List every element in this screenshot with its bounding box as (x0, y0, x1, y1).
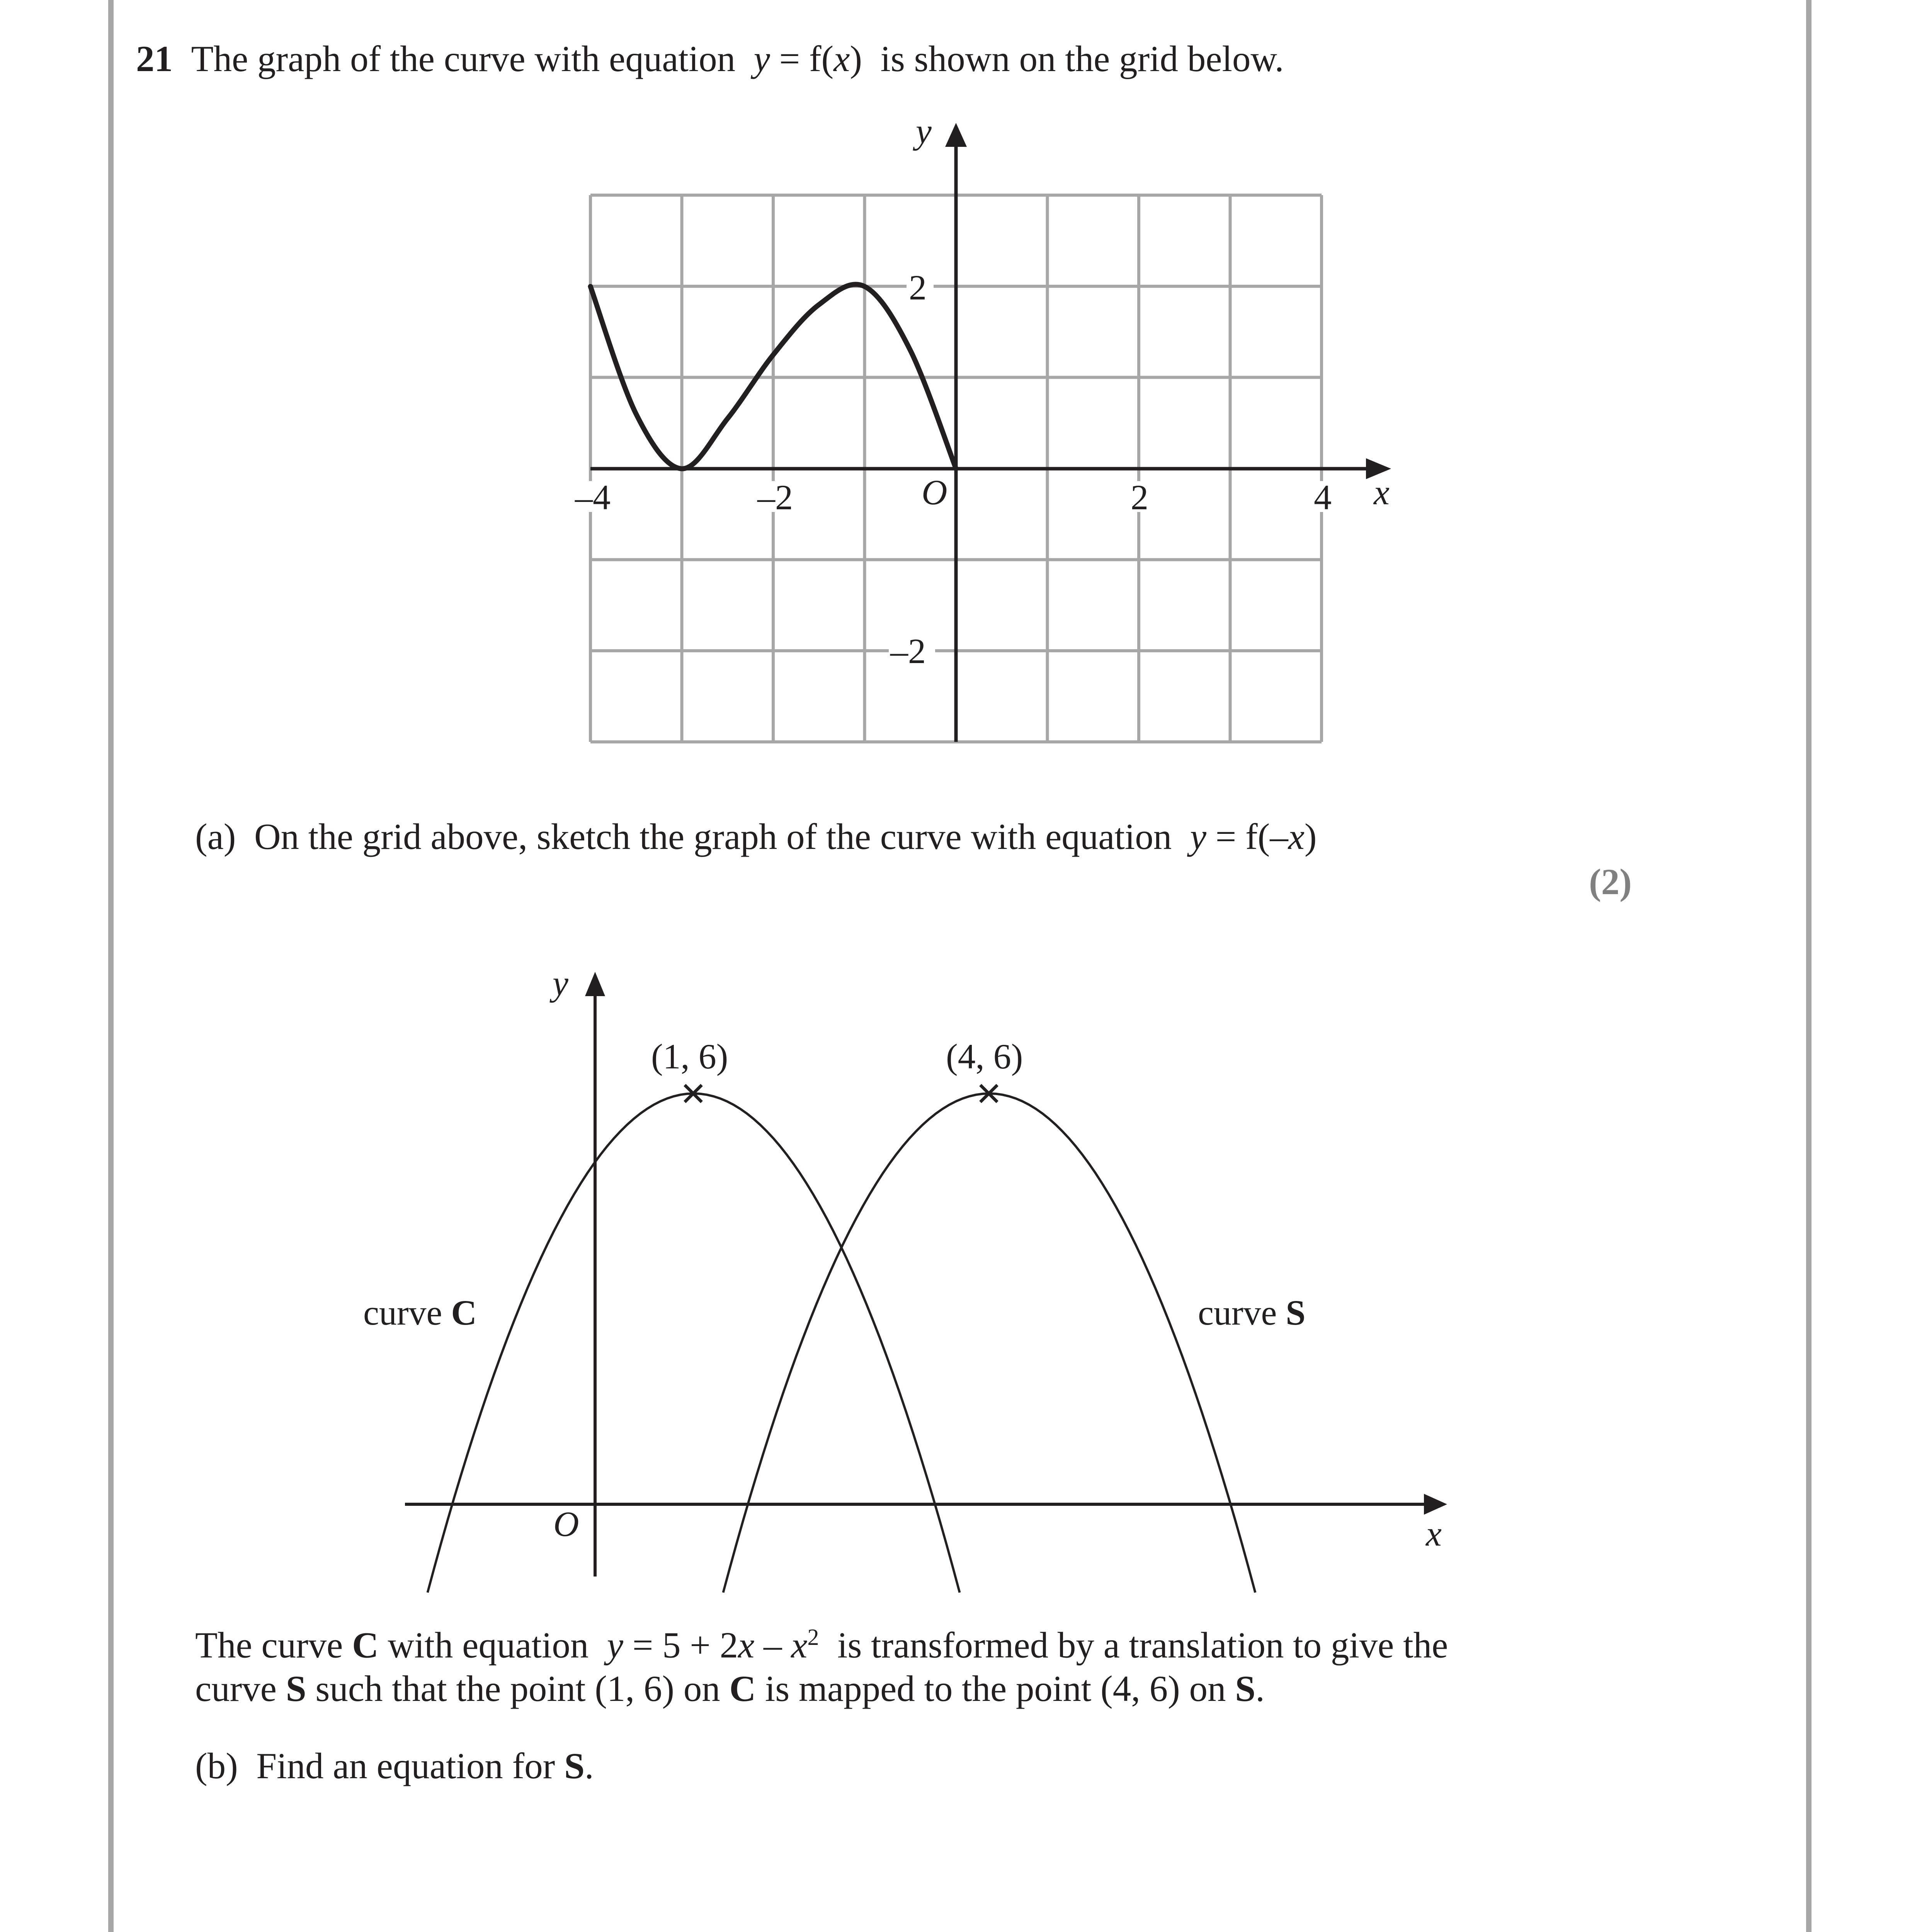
question-intro: 21 The graph of the curve with equation y = f(x) is shown on the grid below. (136, 38, 1284, 79)
part-b-text: (b) Find an equation for S. (195, 1745, 594, 1786)
stem-line-1: The curve C with equation $y = 5 + 2x - x^2$ is transformed by a translation to give the (195, 1624, 1448, 1666)
x-axis-arrow (1424, 1494, 1447, 1515)
x-tick-label: 2 (1131, 478, 1148, 517)
y-axis-arrow (945, 123, 967, 147)
y-tick-label: 2 (909, 268, 927, 307)
y-tick-label: –2 (890, 631, 926, 671)
x-axis-label: x (1374, 473, 1390, 512)
stem-line-2: curve S such that the point (1, 6) on C is mapped to the point (4, 6) on S. (195, 1668, 1265, 1709)
x-axis-label: x (1426, 1514, 1442, 1553)
origin-label: O (553, 1504, 579, 1544)
question-number: 21 (136, 38, 173, 79)
part-a-text: (a) On the grid above, sketch the graph of the curve with equation y = f(–x) (195, 816, 1317, 857)
y-axis-label: y (916, 111, 932, 151)
origin-label: O (922, 473, 947, 512)
curve-s (723, 1094, 1255, 1593)
curve-s-label: curve S (1198, 1293, 1306, 1332)
curve-c (428, 1094, 960, 1593)
x-tick-label: –2 (757, 478, 793, 517)
grid-graph (574, 111, 1391, 742)
y-axis-arrow (585, 972, 605, 996)
curve-c-label: curve C (363, 1293, 477, 1332)
vertex-label-c: (1, 6) (651, 1037, 728, 1076)
part-a-marks: (2) (1589, 861, 1632, 902)
y-axis-label: y (553, 963, 568, 1003)
x-tick-label: –4 (575, 478, 611, 517)
vertex-label-s: (4, 6) (946, 1037, 1023, 1076)
x-tick-label: 4 (1314, 478, 1332, 517)
parabola-graph (363, 963, 1447, 1593)
